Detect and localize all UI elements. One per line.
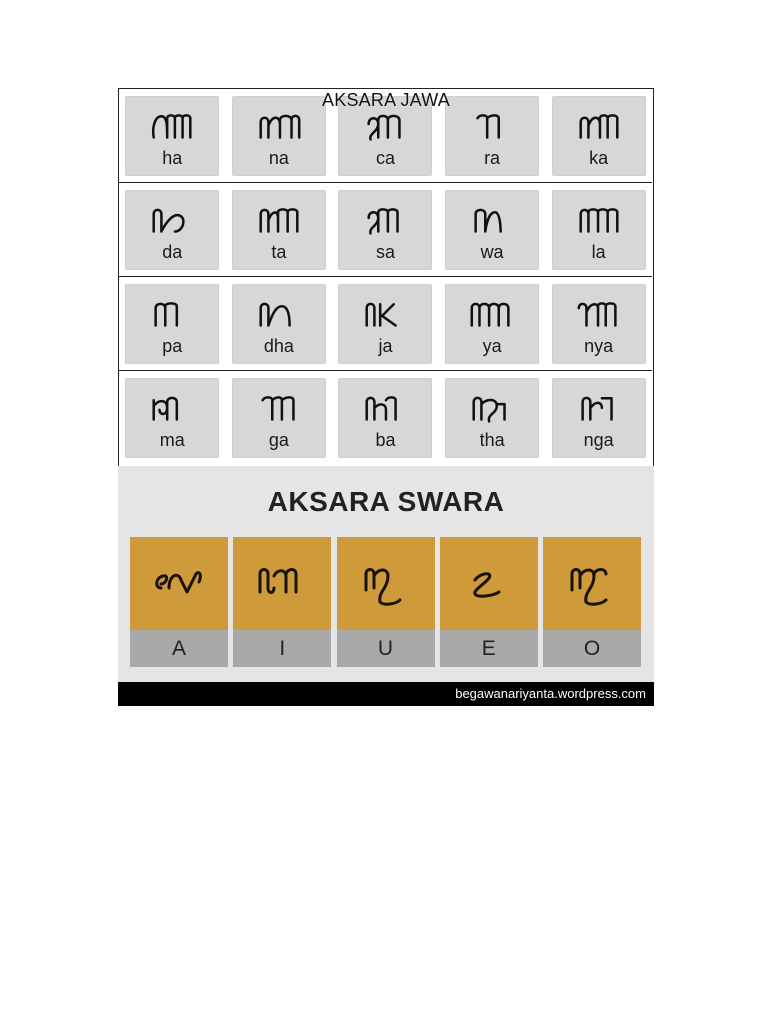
aksara-swara-title: AKSARA SWARA	[267, 486, 505, 517]
aksara-swara-section	[118, 466, 654, 682]
aksara-latin-label: nya	[584, 335, 614, 356]
ya-glyph-icon	[445, 290, 539, 334]
swara-e-glyph-icon	[440, 537, 538, 630]
swara-vowel-row	[130, 537, 641, 667]
aksara-tile-wa	[445, 190, 539, 270]
aksara-jawa-row	[119, 277, 652, 371]
aksara-latin-label: sa	[375, 241, 395, 262]
dha-glyph-icon	[232, 290, 326, 334]
swara-vowel-label: E	[440, 630, 538, 667]
aksara-latin-label: ba	[375, 430, 396, 450]
footer-website-text: begawanariyanta.wordpress.com	[455, 686, 646, 701]
swara-vowel-label: U	[337, 630, 435, 667]
aksara-tile-ja	[338, 284, 432, 364]
aksara-jawa-title: AKSARA JAWA	[322, 90, 450, 110]
da-glyph-icon	[125, 196, 219, 240]
swara-a-glyph-icon	[130, 537, 228, 630]
aksara-tile-sa	[338, 190, 432, 270]
tha-glyph-icon	[445, 384, 539, 428]
nya-glyph-icon	[552, 290, 646, 334]
ta-glyph-icon	[232, 196, 326, 240]
aksara-latin-label: ja	[378, 335, 393, 356]
aksara-latin-label: la	[591, 241, 606, 262]
swara-tile-i	[233, 537, 331, 667]
aksara-latin-label: ka	[589, 147, 609, 168]
aksara-tile-ga	[232, 378, 326, 458]
pa-glyph-icon	[125, 290, 219, 334]
swara-vowel-label: O	[543, 630, 641, 667]
aksara-tile-tha	[445, 378, 539, 458]
aksara-tile-ta	[232, 190, 326, 270]
ma-glyph-icon	[125, 384, 219, 428]
swara-o-glyph-icon	[543, 537, 641, 630]
aksara-tile-ya	[445, 284, 539, 364]
sa-glyph-icon	[338, 196, 432, 240]
aksara-latin-label: ha	[162, 147, 183, 168]
aksara-tile-nya	[552, 284, 646, 364]
la-glyph-icon	[552, 196, 646, 240]
aksara-latin-label: ma	[159, 430, 185, 450]
swara-u-glyph-icon	[337, 537, 435, 630]
nga-glyph-icon	[552, 384, 646, 428]
aksara-latin-label: pa	[162, 335, 183, 356]
aksara-latin-label: wa	[480, 241, 504, 262]
aksara-latin-label: ya	[482, 335, 502, 356]
aksara-latin-label: ra	[484, 147, 501, 168]
aksara-latin-label: dha	[263, 335, 294, 356]
ga-glyph-icon	[232, 384, 326, 428]
ba-glyph-icon	[338, 384, 432, 428]
aksara-jawa-table	[118, 88, 654, 466]
swara-i-glyph-icon	[233, 537, 331, 630]
aksara-chart	[118, 88, 654, 706]
swara-tile-o	[543, 537, 641, 667]
footer-bar	[118, 682, 654, 706]
swara-tile-e	[440, 537, 538, 667]
ja-glyph-icon	[338, 290, 432, 334]
aksara-latin-label: ca	[375, 147, 395, 168]
swara-vowel-label: I	[233, 630, 331, 667]
swara-vowel-label: A	[130, 630, 228, 667]
aksara-latin-label: da	[162, 241, 183, 262]
aksara-tile-pa	[125, 284, 219, 364]
aksara-tile-ba	[338, 378, 432, 458]
aksara-latin-label: tha	[479, 430, 505, 450]
aksara-tile-la	[552, 190, 646, 270]
aksara-latin-label: nga	[583, 430, 614, 450]
aksara-jawa-row	[119, 371, 652, 465]
aksara-tile-dha	[232, 284, 326, 364]
wa-glyph-icon	[445, 196, 539, 240]
aksara-tile-nga	[552, 378, 646, 458]
aksara-latin-label: ga	[268, 430, 289, 450]
aksara-tile-ma	[125, 378, 219, 458]
aksara-latin-label: na	[268, 147, 289, 168]
swara-tile-u	[337, 537, 435, 667]
aksara-tile-da	[125, 190, 219, 270]
aksara-latin-label: ta	[271, 241, 287, 262]
swara-tile-a	[130, 537, 228, 667]
aksara-jawa-row	[119, 183, 652, 277]
